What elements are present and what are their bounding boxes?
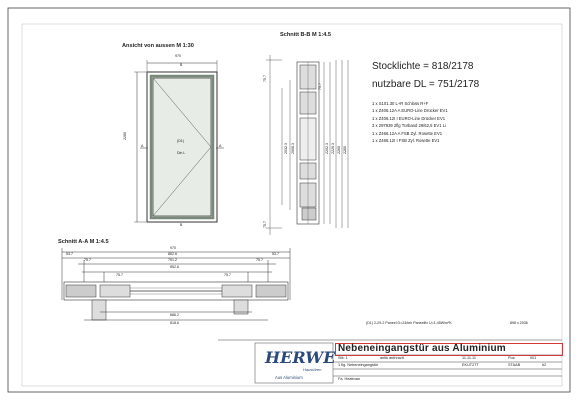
- aa-dim: 75.7: [116, 273, 123, 277]
- logo-text: HERWE: [265, 348, 336, 367]
- aa-dim: 862.6: [168, 252, 177, 256]
- logo-tagline: Aus Aluminium: [275, 375, 303, 380]
- part-item: 1 x S101.30 L+R Schloss R+F: [372, 101, 429, 106]
- tb-cell: Stk: 1: [338, 356, 348, 360]
- aa-dim: 818.6: [170, 321, 179, 325]
- bb-dim: 75.7: [263, 221, 267, 228]
- aa-dim: 75.7: [224, 273, 231, 277]
- panel-marker: (D1): [177, 139, 184, 143]
- bb-dim: 2202.3: [325, 143, 329, 154]
- aa-dim: 53.7: [66, 252, 73, 256]
- bb-dim: 2280: [343, 146, 347, 154]
- part-item: 3 x 297939 2flg Türband 29/62,5 EV1 Li: [372, 123, 446, 129]
- part-item: 1 x Z406.12A A EURO-Line Drücker EV1: [372, 108, 448, 114]
- aa-dim: 75.7: [256, 258, 263, 262]
- aa-overall-dim: 970: [170, 246, 176, 250]
- tb-cell: STAAB: [508, 363, 521, 367]
- label-a-right: A: [219, 144, 222, 148]
- section-bb: [263, 55, 348, 235]
- stocklichte: Stocklichte = 818/2178: [372, 61, 474, 72]
- section-aa-title: Schnitt A-A M 1:4.5: [58, 239, 109, 245]
- front-height-dim: 2280: [123, 132, 127, 140]
- part-item: 1 x Z466.12I I FSB Zyl. Rosette EV1: [372, 138, 440, 144]
- aa-dim: 852.6: [170, 265, 179, 269]
- tb-cell: EKUT2TT: [462, 363, 479, 367]
- parts-list: [372, 100, 448, 144]
- aa-dim: 53.7: [272, 252, 279, 256]
- label-b-top: B: [180, 63, 183, 67]
- tb-cell: #2: [542, 363, 547, 367]
- bb-dim: 75.7: [318, 83, 322, 90]
- front-width-dim: 970: [175, 54, 181, 58]
- size-note: 898 x 2036: [510, 321, 528, 325]
- aa-dim: 75.7: [84, 258, 91, 262]
- aa-dim: 686.2: [170, 313, 179, 317]
- opening-direction: Din L: [177, 151, 186, 155]
- bb-dim: 2008.3: [291, 143, 295, 154]
- section-bb-title: Schnitt B-B M 1:4.5: [280, 32, 331, 38]
- part-item: 1 x Z466.12A A FSB Zyl. Rosette EV1: [372, 130, 443, 136]
- tb-cell: Fa. Heatman: [338, 377, 360, 381]
- drawing-title: Nebeneingangstür aus Aluminium: [338, 343, 506, 354]
- company-logo: [255, 344, 336, 384]
- tb-cell: 1 flg. Nebeneingangstür: [338, 363, 379, 367]
- part-item: 1 x Z406.12I I EURO-Line Drücker EV1: [372, 115, 446, 121]
- bb-dim: 2032.3: [284, 143, 288, 154]
- bb-dim: 2226.3: [331, 143, 335, 154]
- tb-cell: 11.11.11: [462, 356, 476, 360]
- nutzbare-dl: nutzbare DL = 751/2178: [372, 79, 480, 90]
- bb-dim: 2260: [337, 146, 341, 154]
- bb-dim: 75.7: [263, 75, 267, 82]
- aa-dim: 701.2: [168, 258, 177, 262]
- tb-cell: antik anthrazit: [380, 356, 404, 360]
- label-b-bottom: B: [180, 223, 183, 227]
- tb-cell: 001: [530, 356, 537, 360]
- label-a-left: A: [141, 144, 144, 148]
- logo-subtext: Haustüren: [303, 367, 322, 372]
- panel-note: (D1) 2-29-2 Paneel D=24/teh Paneelfix U=1,45W/m²K: [366, 321, 452, 325]
- tb-cell: Pos:: [508, 356, 516, 360]
- front-view-title: Ansicht von aussen M 1:30: [122, 43, 194, 49]
